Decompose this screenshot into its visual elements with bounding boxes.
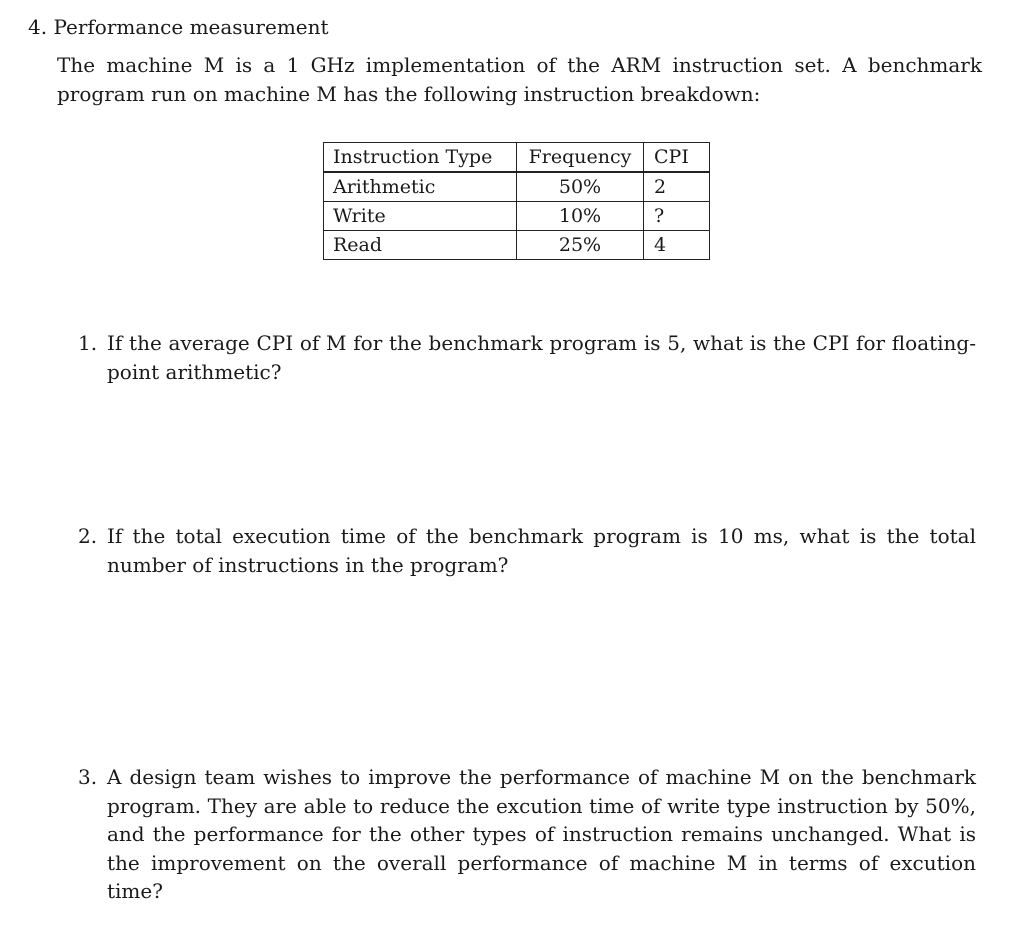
question-text: If the total execution time of the benchmark program is 10 ms, what is the total number of instructions in the program?	[107, 524, 976, 577]
cell-cpi: 4	[644, 231, 710, 260]
question-text: A design team wishes to improve the performance of machine M on the benchmark program. They are able to reduce the excution time of write type instruction by 50%, and the performance for the other types of instruction remains unchanged. What is the improvement on the overall performance of machine M in terms of excution time?	[107, 765, 976, 903]
cell-frequency: 25%	[517, 231, 644, 260]
table-header-row	[324, 143, 710, 173]
table-row	[324, 172, 710, 202]
cell-frequency: 10%	[517, 202, 644, 231]
cell-cpi: 2	[644, 172, 710, 202]
table-row	[324, 231, 710, 260]
intro-paragraph: The machine M is a 1 GHz implementation of the ARM instruction set. A benchmark program run on machine M has the following instruction breakdown:	[57, 53, 982, 106]
header-frequency: Frequency	[517, 143, 644, 173]
question-number: 2.	[78, 524, 98, 548]
question-3	[78, 763, 976, 906]
question-text: If the average CPI of M for the benchmark program is 5, what is the CPI for floating-point arithmetic?	[107, 331, 976, 384]
question-2	[78, 522, 976, 579]
section-heading: 4. Performance measurement	[28, 15, 329, 39]
cell-instruction-type: Arithmetic	[324, 172, 517, 202]
cell-cpi: ?	[644, 202, 710, 231]
header-instruction-type: Instruction Type	[324, 143, 517, 173]
instruction-breakdown-table	[323, 142, 710, 260]
question-number: 3.	[78, 765, 98, 789]
header-cpi: CPI	[644, 143, 710, 173]
cell-frequency: 50%	[517, 172, 644, 202]
question-number: 1.	[78, 331, 98, 355]
cell-instruction-type: Write	[324, 202, 517, 231]
question-1	[78, 329, 976, 386]
cell-instruction-type: Read	[324, 231, 517, 260]
table-row	[324, 202, 710, 231]
